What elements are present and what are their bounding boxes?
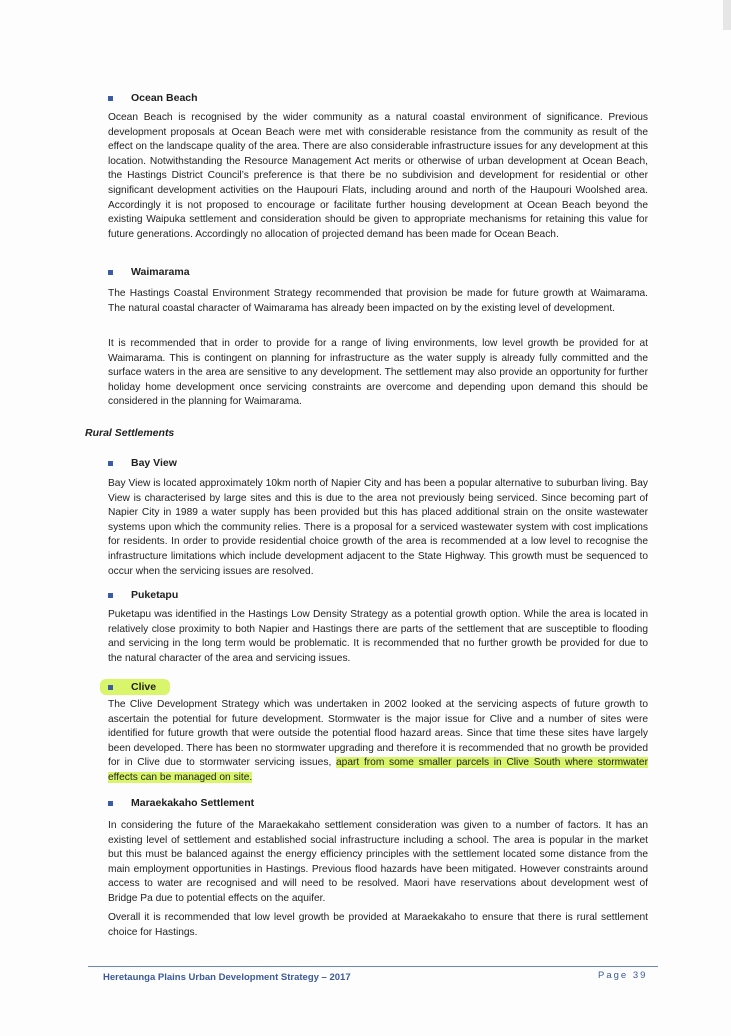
waimarama-paragraph-1: The Hastings Coastal Environment Strategy recommended that provision be made for future growth at Waimarama. The natural coastal character of Waimarama has already been impacted on by the existing level of development.: [108, 288, 648, 314]
bay-view-heading-text: Bay View: [131, 457, 177, 469]
bullet-icon: [108, 461, 113, 466]
maraekakaho-heading: [108, 797, 254, 809]
waimarama-heading-text: Waimarama: [131, 266, 190, 278]
waimarama-paragraph-2: It is recommended that in order to provide for a range of living environments, low level growth be provided for at Waimarama. This is contingent on planning for infrastructure as the water supply is already fully committed and the surface waters in the area are sensitive to any development. The settlement may also provide an opportunity for further holiday home development once servicing constraints are overcome and depending upon demand this should be considered in the planning for Waimarama.: [108, 338, 648, 408]
puketapu-paragraph: Puketapu was identified in the Hastings Low Density Strategy as a potential growth option. While the area is located in relatively close proximity to both Napier and Hastings there are parts of the settlement that are susceptible to flooding and servicing in the long term would be problematic. It is recommended that no further growth be provided for due to the natural character of the area and servicing issues.: [108, 609, 648, 664]
clive-heading: [108, 679, 170, 695]
waimarama-heading: [108, 266, 190, 278]
bullet-icon: [108, 96, 113, 101]
clive-heading-highlight: [100, 679, 170, 695]
bullet-icon: [108, 685, 113, 690]
rural-settlements-heading: Rural Settlements: [85, 427, 175, 439]
clive-paragraph-text: The Clive Development Strategy which was undertaken in 2002 looked at the servicing aspects of future growth to ascertain the potential for future development. Stormwater is the major issue for Clive and a number of sites were identified for future growth that were outside the potential flood hazard areas. Since that time these sites have largely been developed. There has been no stormwater upgrading and therefore it is recommended that no growth be provided for in Clive due to stormwater servicing issues,: [108, 699, 648, 769]
ocean-beach-heading-text: Ocean Beach: [131, 92, 198, 104]
bay-view-paragraph: Bay View is located approximately 10km north of Napier City and has been a popular alternative to suburban living. Bay View is characterised by large sites and this is due to the area not previously being serviced. Since becoming part of Napier City in 1989 a water supply has been provided but this has placed additional strain on the onsite wastewater systems upon which the community relies. There is a proposal for a serviced wastewater system with cost implications for residents. In order to provide residential choice growth of the area is recommended at a low level to recognise the infrastructure limitations which include development adjacent to the State Highway. This growth must be sequenced to occur when the servicing issues are resolved.: [108, 478, 648, 577]
bullet-icon: [108, 801, 113, 806]
clive-heading-text: Clive: [131, 681, 157, 693]
bay-view-heading: [108, 457, 177, 469]
puketapu-heading-text: Puketapu: [131, 589, 179, 601]
ocean-beach-paragraph: Ocean Beach is recognised by the wider community as a natural coastal environment of significance. Previous development proposals at Ocean Beach were met with considerable resistance from the community as result of the effect on the landscape quality of the area. There are also considerable infrastructure issues for any development at this location. Notwithstanding the Resource Management Act merits or otherwise of urban development at Ocean Beach, the Hastings District Council’s preference is that there be no subdivision and development for residential or other significant development activities on the Haupouri Flats, including around and north of the Haupouri Woolshed area. Accordingly it is not proposed to encourage or facilitate further housing development at Ocean Beach beyond the existing Waipuka settlement and consideration should be given to appropriate mechanisms for retaining this value for future generations. Accordingly no allocation of projected demand has been made for Ocean Beach.: [108, 112, 648, 240]
maraekakaho-paragraph-2: Overall it is recommended that low level growth be provided at Maraekakaho to ensure that there is rural settlement choice for Hastings.: [108, 912, 648, 938]
bullet-icon: [108, 593, 113, 598]
maraekakaho-heading-text: Maraekakaho Settlement: [131, 797, 255, 809]
footer-divider: [88, 966, 658, 967]
maraekakaho-paragraph-1: In considering the future of the Maraekakaho settlement consideration was given to a number of factors. It has an existing level of settlement and established social infrastructure including a school. The area is popular in the market but this must be balanced against the energy efficiency principles with the settlement located some distance from the main employment opportunities in Hastings. Previous flood hazards have been mitigated. However constraints around access to water are recognised and will need to be resolved. Maori have reservations about development west of Bridge Pa due to potential effects on the aquifer.: [108, 820, 648, 904]
bullet-icon: [108, 270, 113, 275]
puketapu-heading: [108, 589, 178, 601]
clive-paragraph: [108, 698, 648, 786]
footer-document-title: Heretaunga Plains Urban Development Strategy – 2017: [103, 972, 351, 983]
ocean-beach-heading: [108, 92, 198, 104]
scan-edge-mark: [723, 0, 731, 30]
clive-highlighted-text: apart from some smaller parcels in Clive South where stormwater effects can be managed on site.: [108, 757, 648, 783]
footer-page-number: Page 39: [598, 970, 648, 981]
